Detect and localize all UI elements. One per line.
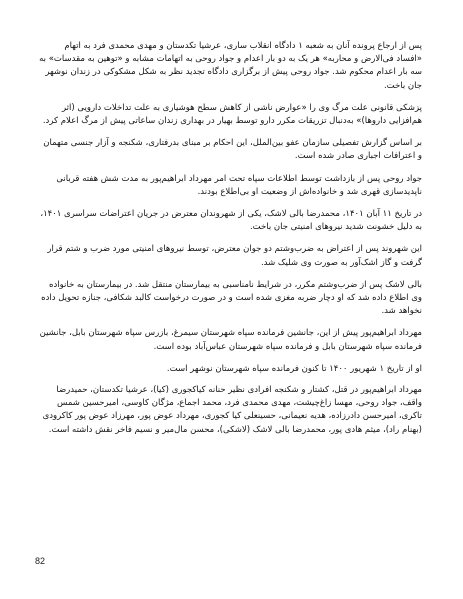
paragraph-forensic-cause-of-death: پزشکی قانونی علت مرگ وی را «عوارض ناشی از کاهش سطح هوشیاری به علت تداخلات دارویی (اثر هم‌افزایی داروها)» به‌دنبال تزریقات مکرر دارو توسط بهیار در بهداری زندان ساعاتی پیش از مرگ اعلام کرد. — [42, 102, 422, 127]
paragraph-beating: این شهروند پس از اعتراض به ضرب‌وشتم دو جوان معترض، توسط نیروهای امنیتی مورد ضرب و شتم قرار گرفت و گاز اشک‌آور به صورت وی شلیک شد. — [47, 244, 422, 268]
paragraph-prior-positions: مهرداد ابراهیم‌پور پیش از این، جانشین فرمانده سپاه شهرستان سیمرغ، بازرس سپاه شهرستان بابل، جانشین فرمانده سپاه شهرستان بابل و فرمانده سپاه شهرستان عباس‌آباد بوده است. — [39, 328, 422, 352]
paragraph-sentencing: پس از ارجاع پرونده آنان به شعبه ۱ دادگاه انقلاب ساری، عرشیا تکدستان و مهدی محمدی فرد به اتهام «افساد فی‌الارض و محاربه» هر یک به دو بار اعدام و جواد روحی به اتهامات مشابه و «توهین به مقدسات» به سه بار اعدام محکوم شد. جواد روحی پیش از برگزاری دادگاه تجدید نظر به شکل مشکوکی در زندان نوشهر جان باخت. — [39, 41, 422, 91]
body-text — [38, 40, 422, 446]
paragraph-enforced-disappearance: جواد روحی پس از بازداشت توسط اطلاعات سپاه تحت امر مهرداد ابراهیم‌پور به مدت شش هفته قربانی ناپدیدسازی قهری شد و خانواده‌اش از وضعیت او بی‌اطلاع بودند. — [56, 173, 422, 197]
paragraph-current-position: او از تاریخ ۱ شهریور ۱۴۰۰ تا کنون فرمانده سپاه شهرستان نوشهر است. — [166, 363, 422, 374]
paragraph-amnesty-report: بر اساس گزارش تفصیلی سازمان عفو بین‌الملل، این احکام بر مبنای بدرفتاری، شکنجه و آزار جنسی متهمان و اعترافات اجباری صادر شده است. — [43, 138, 422, 162]
paragraph-victims-list: مهرداد ابراهیم‌پور در قتل، کشتار و شکنجه افرادی نظیر حنانه کیاکجوری (کیا)، عرشیا تکدستان، حمیدرضا واقف، جواد روحی، مهسا زاغ‌چیشت، مهدی محمدی فرد، محمد اجماع، مژگان کاوسی، امیرحسین شمس تاکری، امیرحسن دادرزاده، هدیه نعیمانی، حسینعلی کیا کجوری، مهرداد عوض پور، مهرزاد عوض پور کاکرودی (بهنام راد)، میثم هادی پور، محمدرضا بالی لاشک (لاشکی)، محسن مال‌میر و نسیم فاخر نقش داشته است. — [42, 385, 422, 435]
paragraph-bali-lashak-death: در تاریخ ۱۱ آبان ۱۴۰۱، محمدرضا بالی لاشک، یکی از شهروندان معترض در جریان اعتراضات سراسری ۱۴۰۱، به دلیل خشونت شدید نیروهای امنیتی جان باخت. — [40, 209, 422, 233]
paragraph-hospital: بالی لاشک پس از ضرب‌وشتم مکرر، در شرایط نامناسبی به بیمارستان منتقل شد. در بیمارستان به خانواده وی اطلاع داده شد که او دچار ضربه مغزی شده است و در صورت درخواست کالبد شکافی، جنازه تحویل داده نخواهد شد. — [41, 279, 422, 317]
page-number: 82 — [35, 556, 46, 566]
